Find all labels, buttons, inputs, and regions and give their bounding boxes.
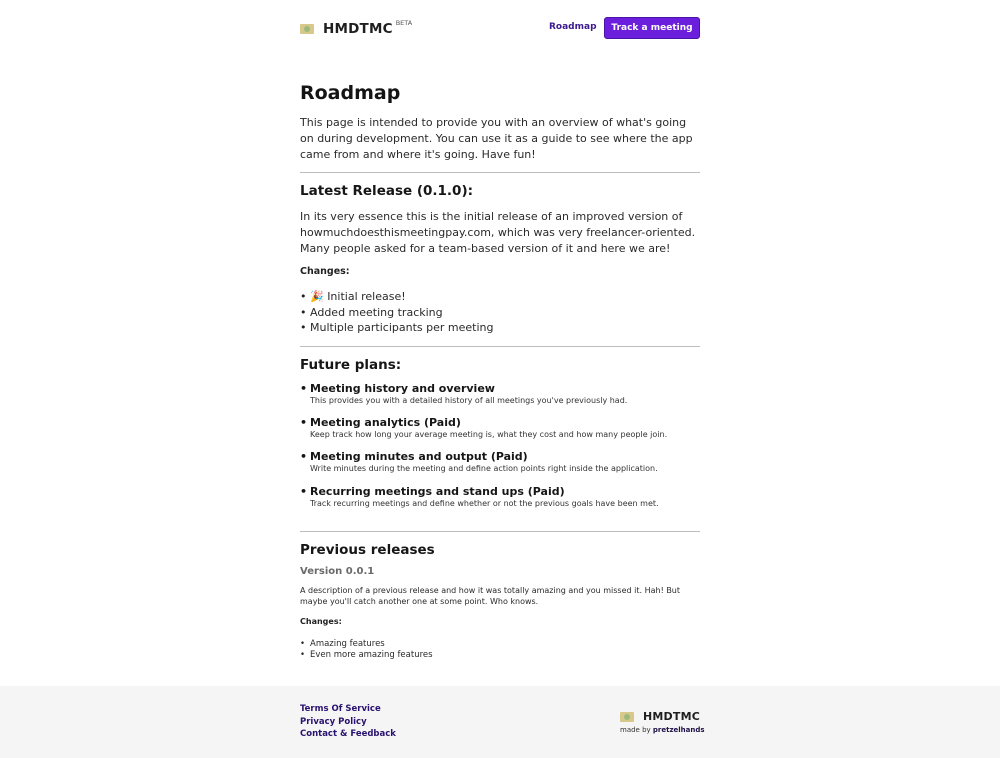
site-footer (0, 686, 1000, 758)
brand-logo[interactable] (300, 20, 412, 38)
plan-title: • Meeting analytics (Paid) (310, 416, 700, 429)
list-item: • Added meeting tracking (310, 305, 494, 321)
previous-release-text: A description of a previous release and how it was totally amazing and you missed it. Hah! But maybe you'll catch another one at some point. Who knows. (300, 586, 681, 606)
made-by-prefix: made by (620, 726, 651, 734)
future-plans-heading: Future plans: (300, 357, 402, 373)
brand-name: HMDTMC (323, 21, 393, 37)
nav-roadmap-link[interactable]: Roadmap (549, 22, 597, 32)
latest-release-text: In its very essence this is the initial release of an improved version of howmuchdoesthismeetingpay.com, which was very freelancer-oriented. Many people asked for a team-based version of it and here we are! (300, 210, 696, 255)
divider (300, 531, 700, 532)
plan-title: • Meeting minutes and output (Paid) (310, 450, 700, 463)
divider (300, 346, 700, 347)
previous-changes-label: Changes: (300, 617, 342, 626)
track-meeting-button[interactable]: Track a meeting (604, 17, 700, 39)
plan-item (310, 416, 700, 439)
plan-item (310, 485, 700, 508)
made-by (620, 726, 705, 734)
previous-releases-heading: Previous releases (300, 542, 435, 558)
money-icon (620, 712, 634, 722)
page-title: Roadmap (300, 82, 401, 104)
footer-brand-name: HMDTMC (643, 710, 701, 723)
plan-description: This provides you with a detailed history of all meetings you've previously had. (310, 396, 628, 405)
beta-badge: BETA (395, 19, 413, 27)
latest-changes-list (310, 289, 494, 336)
terms-link[interactable]: Terms Of Service (300, 704, 381, 714)
divider (300, 172, 700, 173)
intro-text: This page is intended to provide you with an overview of what's going on during development. You can use it as a guide to see where the app came from and where it's going. Have fun! (300, 116, 693, 161)
plan-title: • Meeting history and overview (310, 382, 700, 395)
previous-changes-list (310, 639, 433, 660)
list-item: • Even more amazing features (310, 650, 433, 661)
list-item: • 🎉 Initial release! (310, 289, 494, 305)
author-link[interactable]: pretzelhands (652, 726, 705, 734)
plan-item (310, 450, 700, 473)
site-header (300, 16, 700, 40)
footer-brand[interactable] (620, 710, 700, 723)
plan-item (310, 382, 700, 405)
money-icon (300, 24, 314, 34)
plan-description: Write minutes during the meeting and define action points right inside the application. (310, 464, 658, 473)
latest-release-heading: Latest Release (0.1.0): (300, 183, 474, 199)
list-item: • Amazing features (310, 639, 433, 650)
version-label: Version 0.0.1 (300, 566, 375, 577)
contact-feedback-link[interactable]: Contact & Feedback (300, 729, 396, 739)
plan-description: Track recurring meetings and define whether or not the previous goals have been met. (310, 499, 659, 508)
plan-description: Keep track how long your average meeting is, what they cost and how many people join. (310, 430, 668, 439)
plan-title: • Recurring meetings and stand ups (Paid) (310, 485, 700, 498)
latest-changes-label: Changes: (300, 266, 350, 277)
privacy-link[interactable]: Privacy Policy (300, 716, 367, 727)
list-item: • Multiple participants per meeting (310, 320, 494, 336)
footer-links (300, 703, 396, 741)
